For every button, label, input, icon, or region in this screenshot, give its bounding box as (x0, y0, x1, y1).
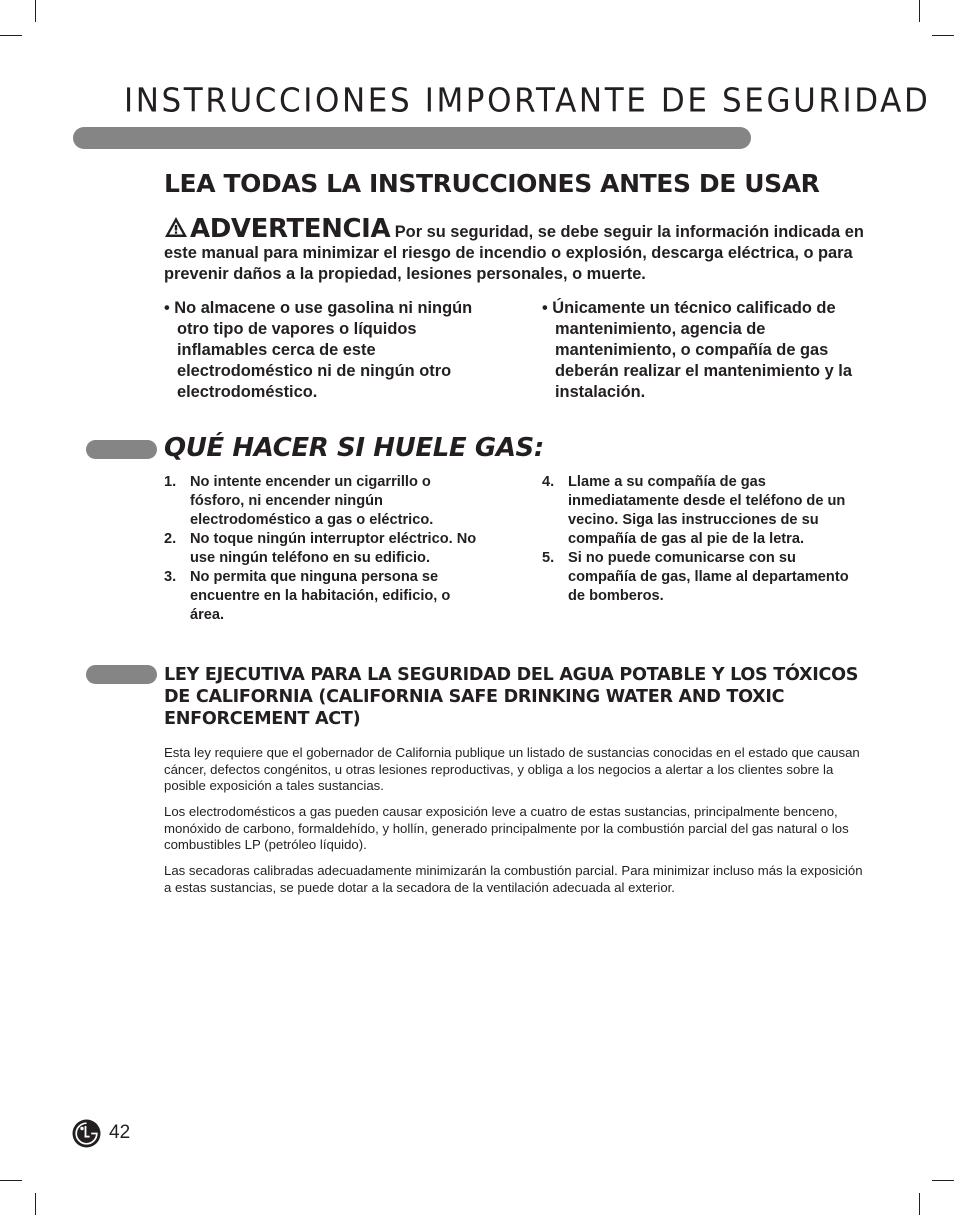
list-item (164, 530, 484, 568)
step-number: 4. (542, 474, 555, 490)
crop-mark (0, 35, 22, 36)
bullet-item: • Únicamente un técnico calificado de mantenimiento, agencia de mantenimiento, o compañía de gas deberán realizar el mantenimiento y la instalación. (542, 299, 852, 401)
step-number: 1. (164, 474, 177, 490)
crop-mark (0, 1180, 22, 1181)
warning-heading (164, 214, 390, 244)
step-text: No intente encender un cigarrillo o fósforo, ni encender ningún electrodoméstico a gas o eléctrico. (190, 474, 434, 528)
title-underline-bar (73, 127, 751, 149)
gas-steps-left (164, 473, 484, 625)
step-number: 2. (164, 531, 177, 547)
law-paragraph: Las secadoras calibradas adecuadamente minimizarán la combustión parcial. Para minimizar incluso más la exposición a estas sustancias, se puede dotar a la secadora de la ventilación adecuada al exterior. (164, 863, 863, 895)
warning-block (164, 216, 864, 285)
read-all-heading: LEA TODAS LA INSTRUCCIONES ANTES DE USAR (164, 169, 820, 198)
list-item (542, 473, 858, 549)
page-title: INSTRUCCIONES IMPORTANTE DE SEGURIDAD (124, 82, 931, 120)
warning-triangle-icon (164, 216, 188, 238)
step-text: Llame a su compañía de gas inmediatamente desde el teléfono de un vecino. Siga las instrucciones de su compañía de gas al pie de la letra. (568, 474, 846, 547)
bullet-column-right (542, 298, 864, 403)
list-item (542, 549, 858, 606)
step-number: 3. (164, 569, 177, 585)
law-paragraph: Esta ley requiere que el gobernador de California publique un listado de sustancias conocidas en el estado que causan cáncer, defectos congénitos, u otras lesiones reproductivas, y obliga a los negocios a alertar a los clientes sobre la posible exposición a tales sustancias. (164, 745, 860, 793)
crop-mark (932, 35, 954, 36)
law-section-title: LEY EJECUTIVA PARA LA SEGURIDAD DEL AGUA POTABLE Y LOS TÓXICOS DE CALIFORNIA (CALIFORNIA SAFE DRINKING WATER AND TOXIC ENFORCEMENT ACT) (164, 665, 859, 729)
law-paragraph: Los electrodomésticos a gas pueden causar exposición leve a cuatro de estas sustancias, principalmente benceno, monóxido de carbono, formaldehído, y hollín, generado principalmente por la combustión parcial del gas natural o los combustibles LP (petróleo líquido). (164, 804, 849, 852)
section-marker-pill (86, 440, 157, 459)
crop-mark (932, 1180, 954, 1181)
bullet-item: • No almacene o use gasolina ni ningún otro tipo de vapores o líquidos inflamables cerca de este electrodoméstico ni de ningún otro electrodoméstico. (164, 299, 473, 401)
warning-text: Por su seguridad, se debe seguir la información indicada en este manual para minimizar el riesgo de incendio o explosión, descarga eléctrica, o para prevenir daños a la propiedad, lesiones personales, o muerte. (164, 223, 864, 283)
gas-section-title: QUÉ HACER SI HUELE GAS: (164, 433, 544, 463)
step-text: Si no puede comunicarse con su compañía de gas, llame al departamento de bomberos. (568, 550, 849, 604)
list-item (164, 568, 484, 625)
warning-heading-text: ADVERTENCIA (190, 214, 391, 244)
step-text: No permita que ninguna persona se encuentre en la habitación, edificio, o área. (190, 569, 451, 623)
page-number: 42 (109, 1122, 131, 1143)
crop-mark (919, 1193, 920, 1215)
bullet-column-left (164, 298, 482, 403)
section-marker-pill (86, 665, 157, 684)
crop-mark (919, 0, 920, 22)
gas-steps-right (542, 473, 858, 606)
list-item (164, 473, 484, 530)
step-number: 5. (542, 550, 555, 566)
step-text: No toque ningún interruptor eléctrico. No use ningún teléfono en su edificio. (190, 531, 477, 566)
lg-logo-icon (72, 1119, 101, 1148)
crop-mark (35, 1193, 36, 1215)
crop-mark (35, 0, 36, 22)
